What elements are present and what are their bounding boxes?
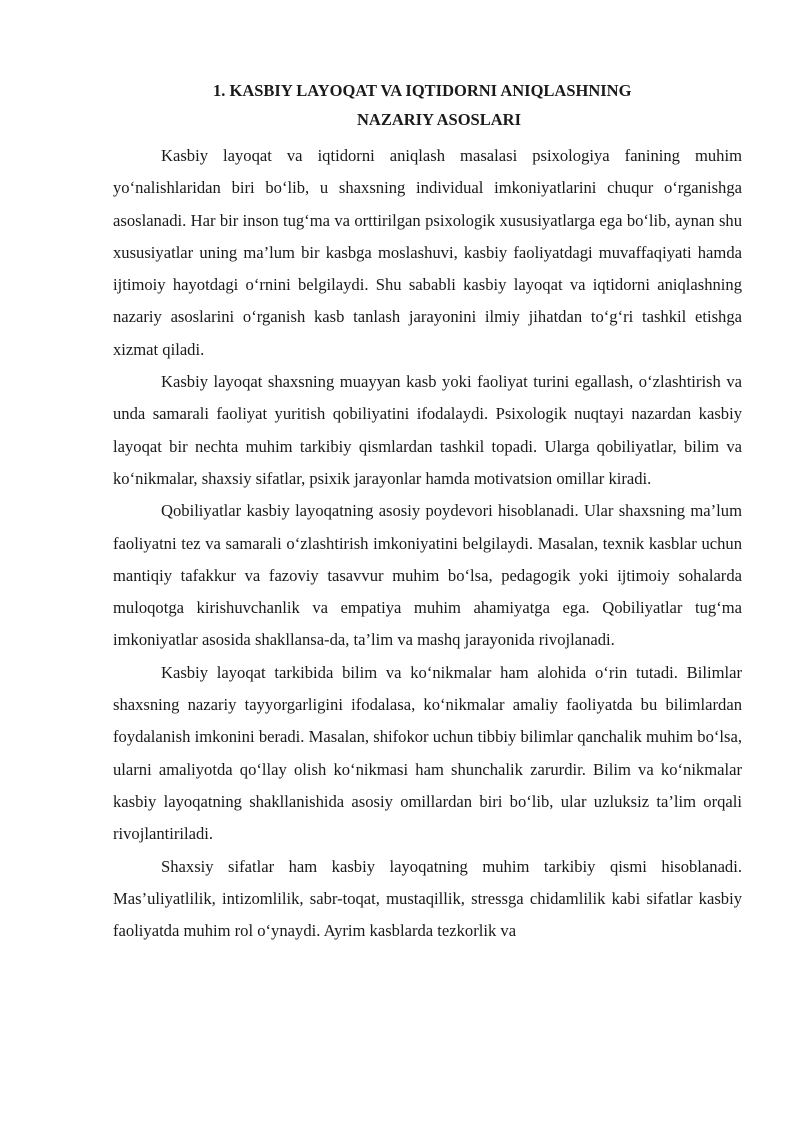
section-heading	[113, 76, 697, 134]
body-text	[113, 140, 742, 947]
paragraph-3: Qobiliyatlar kasbiy layoqatning asosiy poydevori hisoblanadi. Ular shaxsning ma’lum faoliyatni tez va samarali o‘zlashtirish imkoniyatini belgilaydi. Masalan, texnik kasblar uchun mantiqiy tafakkur va fazoviy tasavvur muhim bo‘lsa, pedagogik yoki ijtimoiy sohalarda muloqotga kirishuvchanlik va empatiya muhim ahamiyatga ega. Qobiliyatlar tug‘ma imkoniyatlar asosida shakllansa-da, ta’lim va mashq jarayonida rivojlanadi.	[113, 501, 742, 650]
paragraph-4: Kasbiy layoqat tarkibida bilim va ko‘nikmalar ham alohida o‘rin tutadi. Bilimlar shaxsning nazariy tayyorgarligini ifodalasa, ko‘nikmalar amaliy faoliyatda bu bilimlardan foydalanish imkonini beradi. Masalan, shifokor uchun tibbiy bilimlar qanchalik muhim bo‘lsa, ularni amaliyotda qo‘llay olish ko‘nikmasi ham shunchalik zarurdir. Bilim va ko‘nikmalar kasbiy layoqatning shakllanishida asosiy omillardan biri bo‘lib, ular uzluksiz ta’lim orqali rivojlantiriladi.	[113, 662, 742, 844]
paragraph-5: Shaxsiy sifatlar ham kasbiy layoqatning muhim tarkibiy qismi hisoblanadi. Mas’uliyatlilik, intizomlilik, sabr-toqat, mustaqillik, stressga chidamlilik kabi sifatlar kasbiy faoliyatda muhim rol o‘ynaydi. Ayrim kasblarda tezkorlik va	[113, 856, 742, 941]
paragraph-2: Kasbiy layoqat shaxsning muayyan kasb yoki faoliyat turini egallash, o‘zlashtirish va unda samarali faoliyat yuritish qobiliyatini ifodalaydi. Psixologik nuqtayi nazardan kasbiy layoqat bir nechta muhim tarkibiy qismlardan tashkil topadi. Ularga qobiliyatlar, bilim va ko‘nikmalar, shaxsiy sifatlar, psixik jarayonlar hamda motivatsion omillar kiradi.	[113, 372, 742, 488]
heading-line-2: NAZARIY ASOSLARI	[357, 110, 521, 129]
heading-line-1: 1. KASBIY LAYOQAT VA IQTIDORNI ANIQLASHNING	[213, 81, 632, 100]
paragraph-1: Kasbiy layoqat va iqtidorni aniqlash masalasi psixologiya fanining muhim yo‘nalishlaridan biri bo‘lib, u shaxsning individual imkoniyatlarini chuqur o‘rganishga asoslanadi. Har bir inson tug‘ma va orttirilgan psixologik xususiyatlarga ega bo‘lib, aynan shu xususiyatlar uning ma’lum bir kasbga moslashuvi, kasbiy faoliyatdagi muvaffaqiyati hamda ijtimoiy hayotdagi o‘rnini belgilaydi. Shu sababli kasbiy layoqat va iqtidorni aniqlashning nazariy asoslarini o‘rganish kasb tanlash jarayonini ilmiy jihatdan to‘g‘ri tashkil etishga xizmat qiladi.	[113, 146, 742, 359]
